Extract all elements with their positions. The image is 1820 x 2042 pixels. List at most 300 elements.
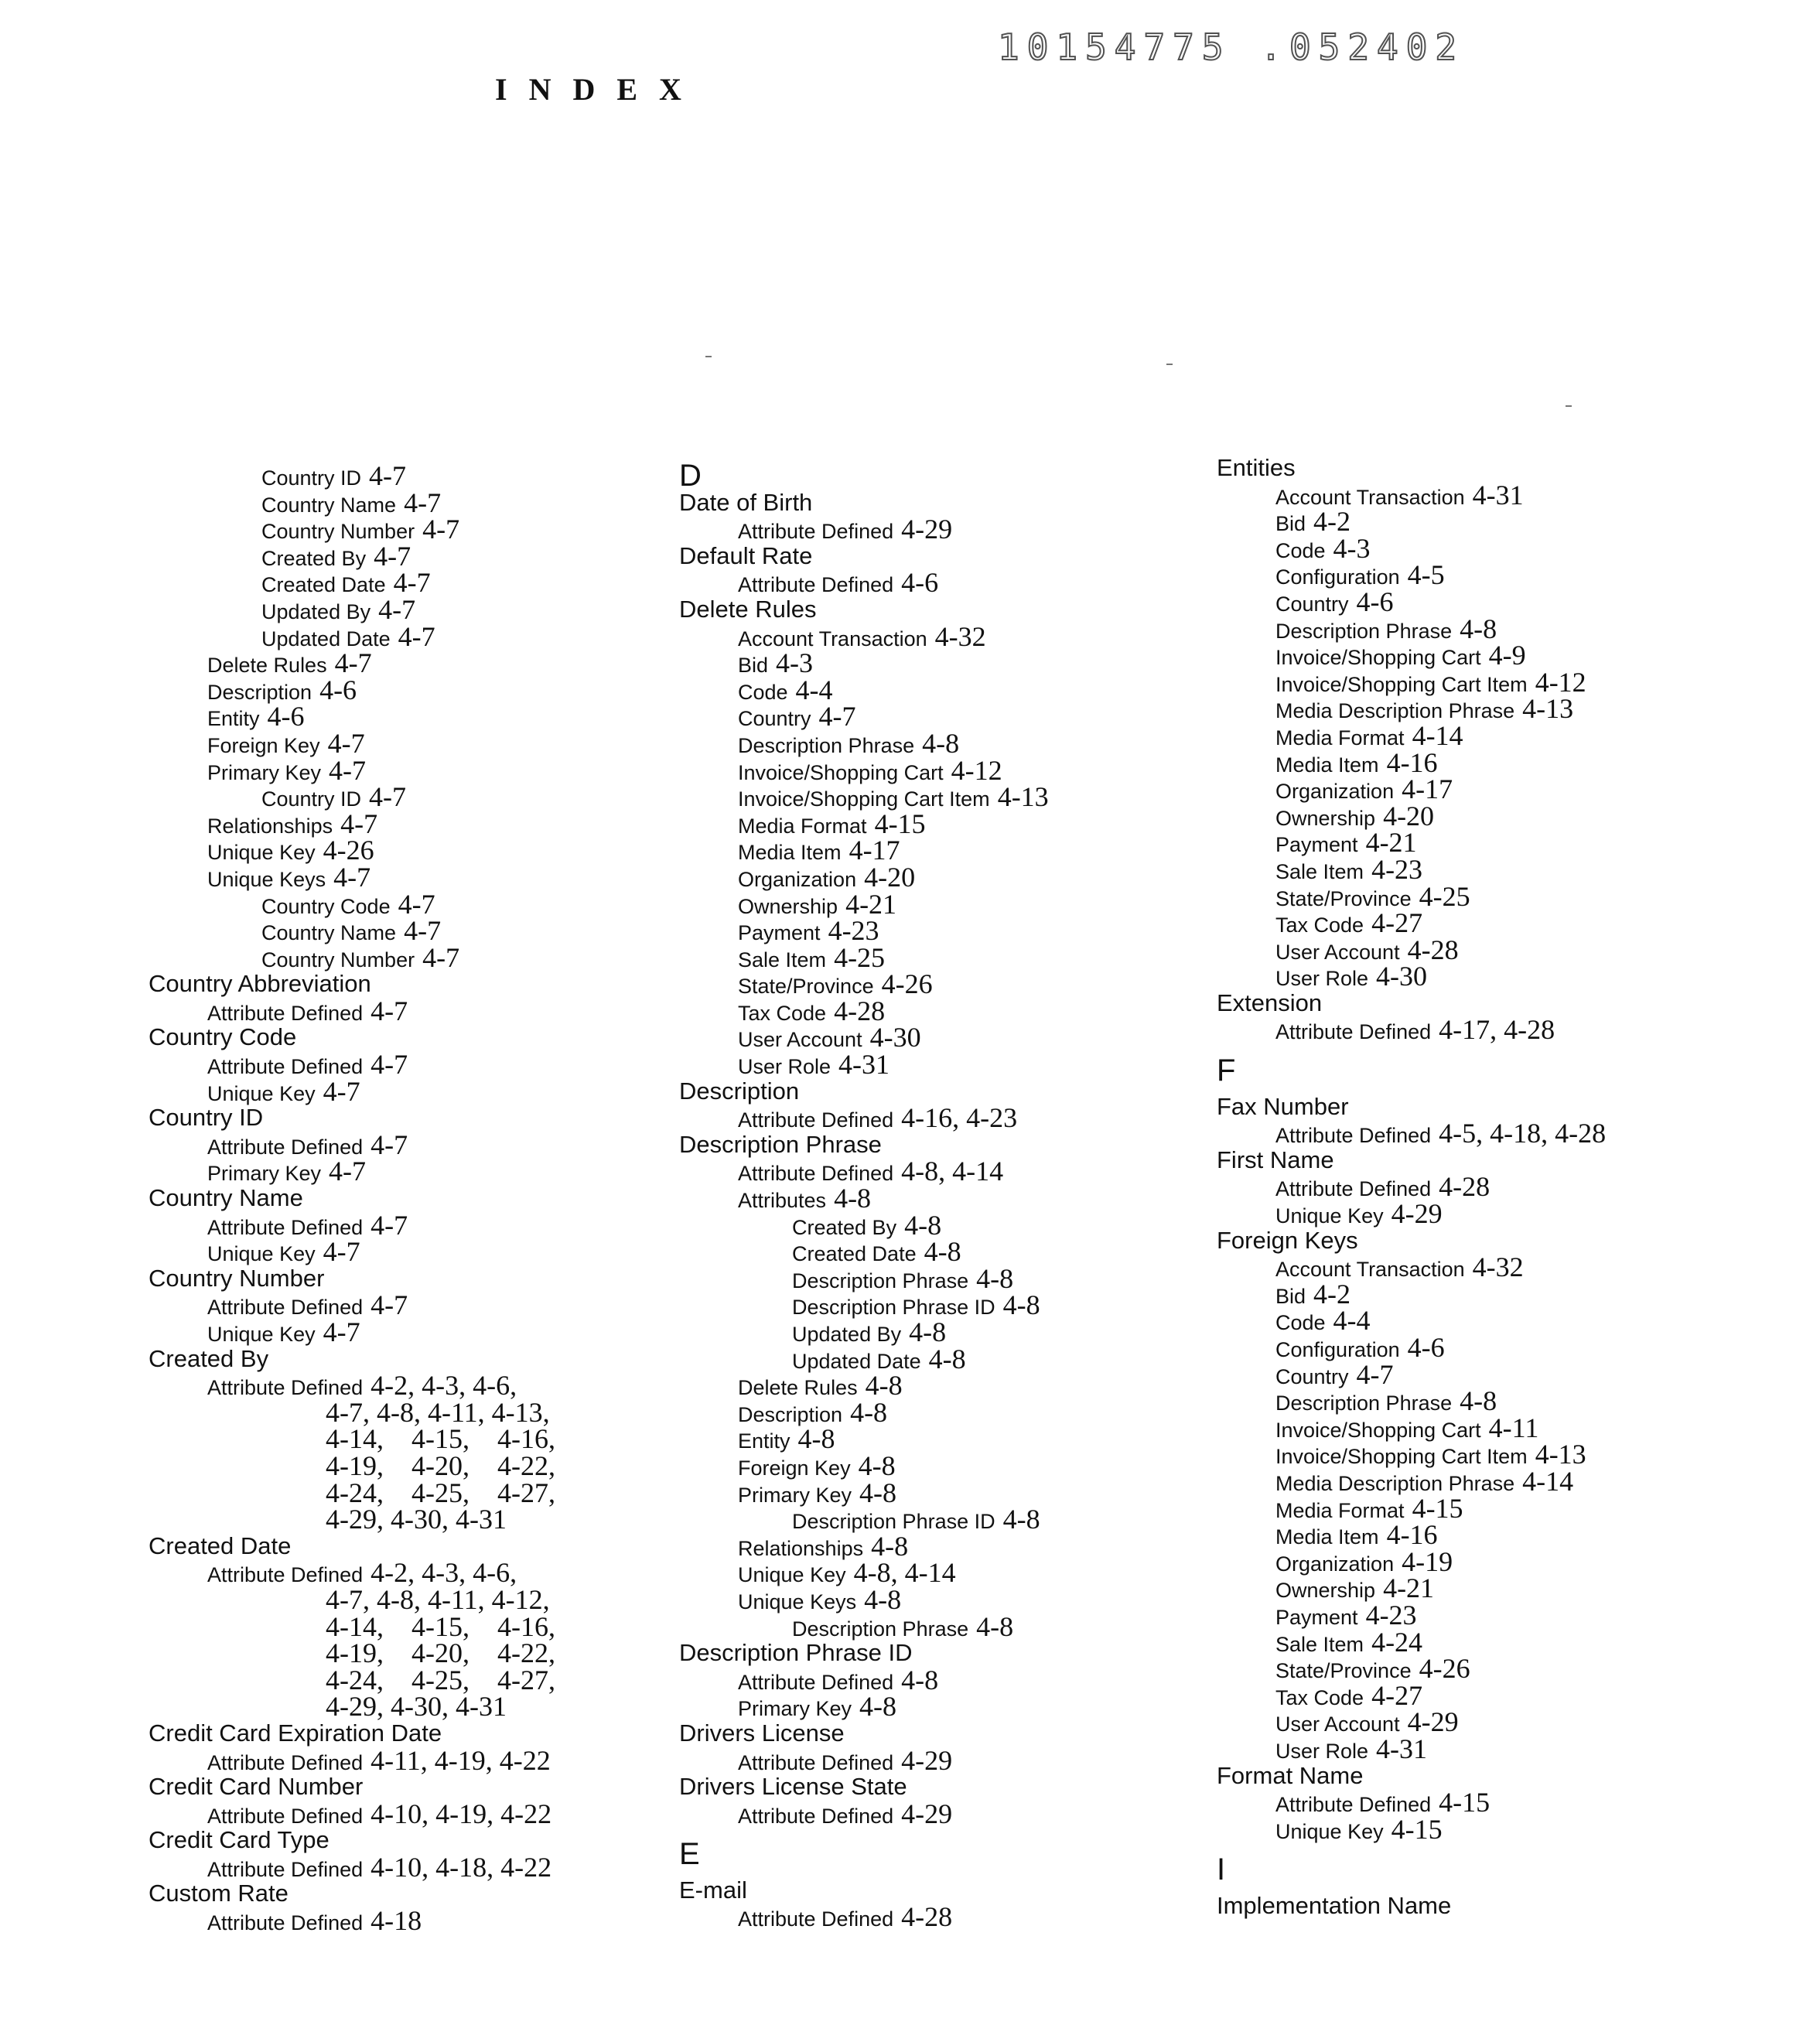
section-letter-heading: D bbox=[679, 463, 1049, 490]
page-reference: 4-7 bbox=[323, 1236, 360, 1267]
index-entry bbox=[149, 703, 555, 730]
page-reference: 4-8 bbox=[1460, 613, 1497, 644]
index-term: State/Province bbox=[1275, 887, 1412, 910]
page-reference: 4-7 bbox=[374, 541, 411, 572]
index-entry bbox=[1217, 1468, 1606, 1495]
page-reference: 4-15 bbox=[875, 808, 926, 839]
page-reference: 4-8 bbox=[1003, 1504, 1040, 1535]
index-entry bbox=[1217, 1415, 1606, 1442]
page-reference: 4-25 bbox=[834, 942, 885, 973]
page-reference: 4-7 bbox=[340, 808, 377, 839]
index-term: Implementation Name bbox=[1217, 1892, 1451, 1919]
page-reference: 4-27 bbox=[1371, 1680, 1422, 1711]
index-term: Attribute Defined bbox=[738, 1671, 893, 1694]
page-reference: 4-30 bbox=[870, 1022, 921, 1053]
index-entry bbox=[679, 837, 1049, 864]
page-reference: 4-7 bbox=[369, 460, 406, 491]
page-reference: 4-14 bbox=[1522, 1466, 1573, 1497]
index-term: Organization bbox=[738, 868, 856, 891]
index-term: Tax Code bbox=[738, 1002, 826, 1025]
index-term: Credit Card Number bbox=[149, 1773, 363, 1800]
index-term: Attribute Defined bbox=[1275, 1020, 1431, 1043]
index-term: Code bbox=[1275, 539, 1326, 562]
index-term: Description Phrase bbox=[1275, 1391, 1452, 1415]
index-term: Organization bbox=[1275, 1552, 1394, 1576]
index-term: Default Rate bbox=[679, 542, 812, 569]
index-term: Description Phrase bbox=[792, 1617, 968, 1641]
page-reference: 4-18 bbox=[370, 1905, 422, 1936]
page-reference-continuation: 4-7, 4-8, 4-11, 4-13, bbox=[149, 1399, 555, 1426]
index-entry bbox=[1217, 562, 1606, 589]
index-term: Foreign Key bbox=[738, 1456, 851, 1480]
index-term: Unique Keys bbox=[738, 1590, 856, 1613]
page-reference: 4-13 bbox=[1535, 1439, 1586, 1470]
page-reference: 4-4 bbox=[796, 674, 833, 705]
page-reference: 4-2, 4-3, 4-6, bbox=[370, 1557, 517, 1588]
page-reference: 4-10, 4-18, 4-22 bbox=[370, 1852, 551, 1883]
page-reference: 4-7 bbox=[378, 594, 415, 625]
index-entry bbox=[1217, 829, 1606, 856]
page-reference: 4-7 bbox=[335, 647, 372, 678]
index-term: Created Date bbox=[149, 1532, 291, 1559]
page-reference: 4-8, 4-14 bbox=[854, 1557, 956, 1588]
index-term: Description Phrase bbox=[679, 1131, 882, 1158]
index-entry bbox=[1217, 1361, 1606, 1388]
index-entry bbox=[1217, 750, 1606, 777]
page-reference: 4-29 bbox=[901, 514, 952, 545]
page-reference: 4-17 bbox=[849, 835, 900, 866]
index-entry bbox=[1217, 1307, 1606, 1334]
index-entry bbox=[1217, 642, 1606, 669]
index-term: Entity bbox=[738, 1429, 790, 1453]
index-term: Media Item bbox=[1275, 1525, 1379, 1549]
index-entry bbox=[679, 1346, 1049, 1373]
index-term: Entities bbox=[1217, 454, 1296, 481]
index-term: Invoice/Shopping Cart bbox=[738, 761, 944, 784]
index-term: Description Phrase bbox=[738, 734, 914, 757]
index-term: Bid bbox=[738, 654, 768, 677]
index-term: Payment bbox=[1275, 1606, 1358, 1629]
index-entry bbox=[1217, 1816, 1606, 1843]
index-term: Fax Number bbox=[1217, 1093, 1349, 1120]
index-entry bbox=[1217, 616, 1606, 643]
index-term: Attribute Defined bbox=[738, 573, 893, 596]
index-entry bbox=[1217, 1709, 1606, 1736]
index-term: Bid bbox=[1275, 512, 1306, 535]
page-reference: 4-9 bbox=[1489, 640, 1526, 671]
index-term: Media Format bbox=[738, 814, 867, 838]
page-reference: 4-6 bbox=[319, 674, 357, 705]
index-term: Attribute Defined bbox=[1275, 1793, 1431, 1816]
index-term: User Role bbox=[1275, 1740, 1368, 1763]
index-term: Media Item bbox=[738, 841, 842, 864]
index-entry bbox=[149, 1024, 555, 1051]
index-entry bbox=[1217, 990, 1606, 1017]
page-reference: 4-17, 4-28 bbox=[1439, 1014, 1555, 1045]
page-reference: 4-8 bbox=[859, 1477, 896, 1508]
index-term: Attribute Defined bbox=[207, 1055, 363, 1078]
index-entry bbox=[149, 1319, 555, 1346]
index-term: Created By bbox=[261, 547, 366, 570]
index-entry bbox=[679, 1212, 1049, 1239]
page-reference: 4-30 bbox=[1376, 961, 1427, 992]
section-letter-heading: F bbox=[1217, 1057, 1606, 1084]
index-term: Account Transaction bbox=[1275, 486, 1465, 509]
index-entry bbox=[1217, 482, 1606, 509]
index-term: Primary Key bbox=[738, 1484, 852, 1507]
index-term: Attribute Defined bbox=[207, 1805, 363, 1828]
index-term: Attribute Defined bbox=[1275, 1177, 1431, 1200]
page-reference: 4-4 bbox=[1333, 1305, 1371, 1336]
index-entry bbox=[1217, 937, 1606, 964]
page-reference-continuation: 4-24, 4-25, 4-27, bbox=[149, 1667, 555, 1694]
page-reference: 4-8 bbox=[1003, 1289, 1040, 1320]
page-reference: 4-12 bbox=[951, 755, 1002, 786]
index-term: Sale Item bbox=[1275, 1633, 1364, 1656]
page-reference: 4-8 bbox=[929, 1344, 966, 1374]
index-entry bbox=[679, 1640, 1049, 1667]
page-reference: 4-6 bbox=[1357, 586, 1394, 617]
index-entry bbox=[679, 516, 1049, 543]
page-reference: 4-16 bbox=[1387, 1519, 1438, 1550]
index-entry bbox=[149, 1292, 555, 1319]
index-term: Attribute Defined bbox=[738, 1108, 893, 1132]
index-term: Updated Date bbox=[792, 1350, 921, 1373]
index-entry bbox=[1217, 1228, 1606, 1255]
page-reference: 4-3 bbox=[1333, 533, 1371, 564]
page-reference: 4-2 bbox=[1313, 506, 1350, 537]
page-reference: 4-20 bbox=[1383, 801, 1434, 831]
index-term: Tax Code bbox=[1275, 913, 1364, 937]
index-entry bbox=[1217, 722, 1606, 750]
index-entry bbox=[1217, 1441, 1606, 1468]
index-term: Attribute Defined bbox=[738, 1751, 893, 1774]
index-term: Attribute Defined bbox=[207, 1858, 363, 1881]
page-reference: 4-6 bbox=[901, 567, 938, 598]
index-term: Description Phrase ID bbox=[679, 1639, 913, 1666]
page-reference: 4-28 bbox=[834, 995, 885, 1026]
index-term: Configuration bbox=[1275, 1338, 1400, 1361]
index-entry bbox=[1217, 695, 1606, 722]
page-reference: 4-7 bbox=[328, 728, 365, 759]
index-term: Updated By bbox=[792, 1323, 901, 1346]
index-term: Description Phrase bbox=[1275, 620, 1452, 643]
index-term: Code bbox=[738, 681, 788, 704]
index-entry bbox=[679, 1024, 1049, 1051]
index-entry bbox=[149, 784, 555, 811]
index-term: Organization bbox=[1275, 780, 1394, 803]
index-term: Invoice/Shopping Cart bbox=[1275, 646, 1481, 669]
index-term: Payment bbox=[1275, 833, 1358, 856]
page-reference-continuation: 4-19, 4-20, 4-22, bbox=[149, 1453, 555, 1480]
index-entry bbox=[149, 730, 555, 757]
index-entry bbox=[149, 1533, 555, 1560]
page-reference-continuation: 4-29, 4-30, 4-31 bbox=[149, 1506, 555, 1533]
index-term: Bid bbox=[1275, 1285, 1306, 1308]
index-term: Unique Key bbox=[207, 841, 316, 864]
index-entry bbox=[679, 1185, 1049, 1212]
page-reference: 4-31 bbox=[838, 1049, 890, 1080]
index-entry bbox=[679, 650, 1049, 677]
index-entry bbox=[679, 596, 1049, 623]
index-entry bbox=[1217, 803, 1606, 830]
index-term: Country Number bbox=[149, 1265, 324, 1292]
index-term: Description bbox=[207, 681, 312, 704]
index-entry bbox=[149, 1238, 555, 1265]
index-term: Invoice/Shopping Cart Item bbox=[1275, 673, 1528, 696]
index-entry bbox=[679, 1801, 1049, 1828]
index-entry bbox=[679, 1132, 1049, 1159]
index-entry bbox=[679, 1747, 1049, 1774]
index-entry bbox=[679, 1399, 1049, 1426]
page-reference-continuation: 4-24, 4-25, 4-27, bbox=[149, 1480, 555, 1507]
page-reference: 4-8 bbox=[904, 1210, 941, 1241]
page-reference: 4-21 bbox=[1366, 827, 1417, 858]
index-term: Attribute Defined bbox=[738, 1907, 893, 1931]
index-term: User Account bbox=[1275, 1712, 1400, 1736]
page-reference: 4-7 bbox=[323, 1076, 360, 1107]
index-term: Updated Date bbox=[261, 627, 391, 651]
index-entry bbox=[679, 1613, 1049, 1641]
index-term: Country Number bbox=[261, 948, 415, 971]
index-term: Media Format bbox=[1275, 1499, 1405, 1522]
index-term: Ownership bbox=[1275, 807, 1375, 830]
page-reference: 4-7 bbox=[370, 1210, 408, 1241]
index-term: Attribute Defined bbox=[1275, 1124, 1431, 1147]
index-term: Delete Rules bbox=[738, 1376, 858, 1399]
index-entry bbox=[149, 917, 555, 944]
index-entry bbox=[1217, 1388, 1606, 1415]
index-entry bbox=[1217, 589, 1606, 616]
index-entry bbox=[679, 757, 1049, 784]
index-column-1 bbox=[149, 463, 555, 1934]
index-entry bbox=[149, 757, 555, 784]
index-term: Country bbox=[738, 707, 811, 730]
index-term: Unique Key bbox=[207, 1082, 316, 1105]
page-reference: 4-7 bbox=[333, 862, 370, 893]
page-reference: 4-29 bbox=[901, 1745, 952, 1776]
page-reference: 4-16, 4-23 bbox=[901, 1102, 1017, 1133]
index-column-3 bbox=[1217, 455, 1606, 1919]
index-entry bbox=[149, 596, 555, 623]
index-entry bbox=[1217, 1789, 1606, 1816]
index-term: Description bbox=[738, 1403, 842, 1426]
index-entry bbox=[149, 1158, 555, 1185]
page-reference: 4-31 bbox=[1376, 1733, 1427, 1764]
page-reference: 4-2, 4-3, 4-6, bbox=[370, 1370, 517, 1401]
index-term: Country Name bbox=[149, 1184, 303, 1211]
page-reference: 4-16 bbox=[1387, 747, 1438, 778]
index-term: Unique Key bbox=[1275, 1204, 1384, 1228]
index-entry bbox=[679, 864, 1049, 891]
index-entry bbox=[1217, 1629, 1606, 1656]
index-entry bbox=[1217, 856, 1606, 883]
index-entry bbox=[149, 1105, 555, 1132]
page-reference: 4-7 bbox=[1357, 1359, 1394, 1390]
index-term: Unique Key bbox=[738, 1563, 846, 1586]
index-entry bbox=[149, 944, 555, 971]
page-reference: 4-8, 4-14 bbox=[901, 1156, 1003, 1187]
page-reference: 4-8 bbox=[859, 1691, 896, 1722]
index-entry bbox=[149, 1774, 555, 1801]
page-reference: 4-26 bbox=[882, 968, 933, 999]
index-entry bbox=[149, 650, 555, 677]
index-term: Format Name bbox=[1217, 1762, 1363, 1789]
section-letter-heading: I bbox=[1217, 1856, 1606, 1883]
index-entry bbox=[149, 623, 555, 651]
index-entry bbox=[679, 1904, 1049, 1931]
index-entry bbox=[679, 917, 1049, 944]
page-reference: 4-8 bbox=[909, 1316, 946, 1347]
index-term: Attribute Defined bbox=[207, 1135, 363, 1159]
index-term: Media Format bbox=[1275, 726, 1405, 750]
page-reference: 4-7 bbox=[422, 942, 459, 973]
index-entry bbox=[1217, 535, 1606, 562]
index-entry bbox=[149, 1346, 555, 1373]
index-entry bbox=[149, 1078, 555, 1105]
index-term: User Account bbox=[1275, 941, 1400, 964]
index-entry bbox=[149, 1827, 555, 1854]
index-term: Unique Keys bbox=[207, 868, 326, 891]
page-reference: 4-8 bbox=[866, 1370, 903, 1401]
page-reference: 4-21 bbox=[1383, 1572, 1434, 1603]
index-entry bbox=[679, 1105, 1049, 1132]
page-reference: 4-7 bbox=[404, 487, 441, 518]
page-reference: 4-29 bbox=[1408, 1706, 1459, 1737]
page-reference: 4-23 bbox=[1366, 1600, 1417, 1631]
index-term: Created Date bbox=[792, 1242, 917, 1265]
index-term: Attribute Defined bbox=[738, 1805, 893, 1828]
index-term: Country bbox=[1275, 592, 1349, 616]
index-entry bbox=[679, 784, 1049, 811]
index-entry bbox=[149, 811, 555, 838]
page-reference: 4-8 bbox=[850, 1397, 887, 1428]
index-entry bbox=[679, 944, 1049, 971]
index-entry bbox=[679, 1559, 1049, 1586]
page-reference: 4-7 bbox=[329, 755, 366, 786]
page-reference: 4-7 bbox=[398, 889, 435, 920]
index-entry bbox=[1217, 776, 1606, 803]
index-term: Entity bbox=[207, 707, 260, 730]
index-entry bbox=[149, 891, 555, 918]
index-entry bbox=[1217, 1254, 1606, 1281]
index-entry bbox=[149, 1720, 555, 1747]
scan-speck bbox=[1566, 405, 1572, 407]
index-entry bbox=[149, 837, 555, 864]
index-entry bbox=[679, 703, 1049, 730]
index-entry bbox=[1217, 1120, 1606, 1147]
index-term: Primary Key bbox=[207, 761, 321, 784]
page-reference: 4-8 bbox=[901, 1665, 938, 1695]
index-term: Delete Rules bbox=[679, 596, 816, 623]
index-entry bbox=[679, 1480, 1049, 1507]
index-entry bbox=[679, 1051, 1049, 1078]
index-entry bbox=[679, 1720, 1049, 1747]
index-entry bbox=[679, 998, 1049, 1025]
index-entry bbox=[1217, 910, 1606, 937]
page-reference: 4-24 bbox=[1371, 1627, 1422, 1658]
index-entry bbox=[1217, 883, 1606, 910]
index-entry bbox=[679, 1158, 1049, 1185]
index-term: Drivers License bbox=[679, 1719, 845, 1747]
index-entry bbox=[149, 490, 555, 517]
index-entry bbox=[149, 1880, 555, 1907]
index-term: State/Province bbox=[738, 975, 874, 998]
index-entry bbox=[1217, 1200, 1606, 1228]
page-reference: 4-27 bbox=[1371, 907, 1422, 938]
page-reference: 4-6 bbox=[268, 701, 305, 732]
page-reference: 4-20 bbox=[864, 862, 915, 893]
document-id-stamp: 10154775 .052402 bbox=[998, 26, 1464, 68]
index-term: Payment bbox=[738, 921, 821, 944]
page-reference: 4-15 bbox=[1439, 1787, 1490, 1818]
index-term: Attribute Defined bbox=[738, 1162, 893, 1185]
index-entry bbox=[1217, 1495, 1606, 1522]
index-entry bbox=[679, 1265, 1049, 1292]
index-term: Invoice/Shopping Cart bbox=[1275, 1419, 1481, 1442]
index-term: Unique Key bbox=[207, 1323, 316, 1346]
index-entry bbox=[149, 569, 555, 596]
index-entry bbox=[679, 490, 1049, 517]
index-entry bbox=[1217, 1521, 1606, 1549]
page-reference: 4-32 bbox=[1473, 1251, 1524, 1282]
index-entry bbox=[149, 1854, 555, 1881]
index-entry bbox=[149, 677, 555, 704]
index-entry bbox=[1217, 1893, 1606, 1920]
page-reference: 4-19 bbox=[1402, 1546, 1453, 1577]
index-term: Account Transaction bbox=[1275, 1258, 1465, 1281]
page-reference: 4-23 bbox=[828, 915, 879, 946]
index-entry bbox=[679, 1319, 1049, 1346]
index-entry bbox=[1217, 1763, 1606, 1790]
index-term: Foreign Key bbox=[207, 734, 320, 757]
index-term: Created By bbox=[792, 1216, 896, 1239]
index-term: Sale Item bbox=[738, 948, 826, 971]
index-entry bbox=[149, 971, 555, 998]
index-term: Credit Card Type bbox=[149, 1826, 330, 1853]
index-term: Relationships bbox=[207, 814, 333, 838]
index-entry bbox=[679, 730, 1049, 757]
index-term: State/Province bbox=[1275, 1659, 1412, 1682]
index-entry bbox=[679, 569, 1049, 596]
index-term: Media Description Phrase bbox=[1275, 699, 1514, 722]
page-reference: 4-5, 4-18, 4-28 bbox=[1439, 1118, 1606, 1149]
index-term: E-mail bbox=[679, 1876, 747, 1904]
index-entry bbox=[679, 677, 1049, 704]
page-reference: 4-26 bbox=[1419, 1653, 1470, 1684]
page-reference-continuation: 4-19, 4-20, 4-22, bbox=[149, 1640, 555, 1667]
scan-speck bbox=[1166, 364, 1173, 365]
page-reference-continuation: 4-14, 4-15, 4-16, bbox=[149, 1613, 555, 1641]
page-reference: 4-8 bbox=[976, 1263, 1013, 1294]
page-reference: 4-12 bbox=[1535, 667, 1586, 698]
index-term: Invoice/Shopping Cart Item bbox=[1275, 1445, 1528, 1468]
index-entry bbox=[149, 864, 555, 891]
index-entry bbox=[149, 543, 555, 570]
page-reference-continuation: 4-7, 4-8, 4-11, 4-12, bbox=[149, 1586, 555, 1613]
page-reference: 4-7 bbox=[370, 995, 408, 1026]
page-reference: 4-11, 4-19, 4-22 bbox=[370, 1745, 551, 1776]
index-entry bbox=[149, 1265, 555, 1292]
index-term: Attribute Defined bbox=[207, 1002, 363, 1025]
index-term: Date of Birth bbox=[679, 489, 812, 516]
index-term: Custom Rate bbox=[149, 1880, 289, 1907]
index-entry bbox=[149, 1747, 555, 1774]
index-entry bbox=[1217, 1281, 1606, 1308]
page-reference: 4-7 bbox=[398, 621, 435, 652]
page-reference: 4-10, 4-19, 4-22 bbox=[370, 1798, 551, 1829]
page-reference: 4-15 bbox=[1412, 1493, 1463, 1524]
